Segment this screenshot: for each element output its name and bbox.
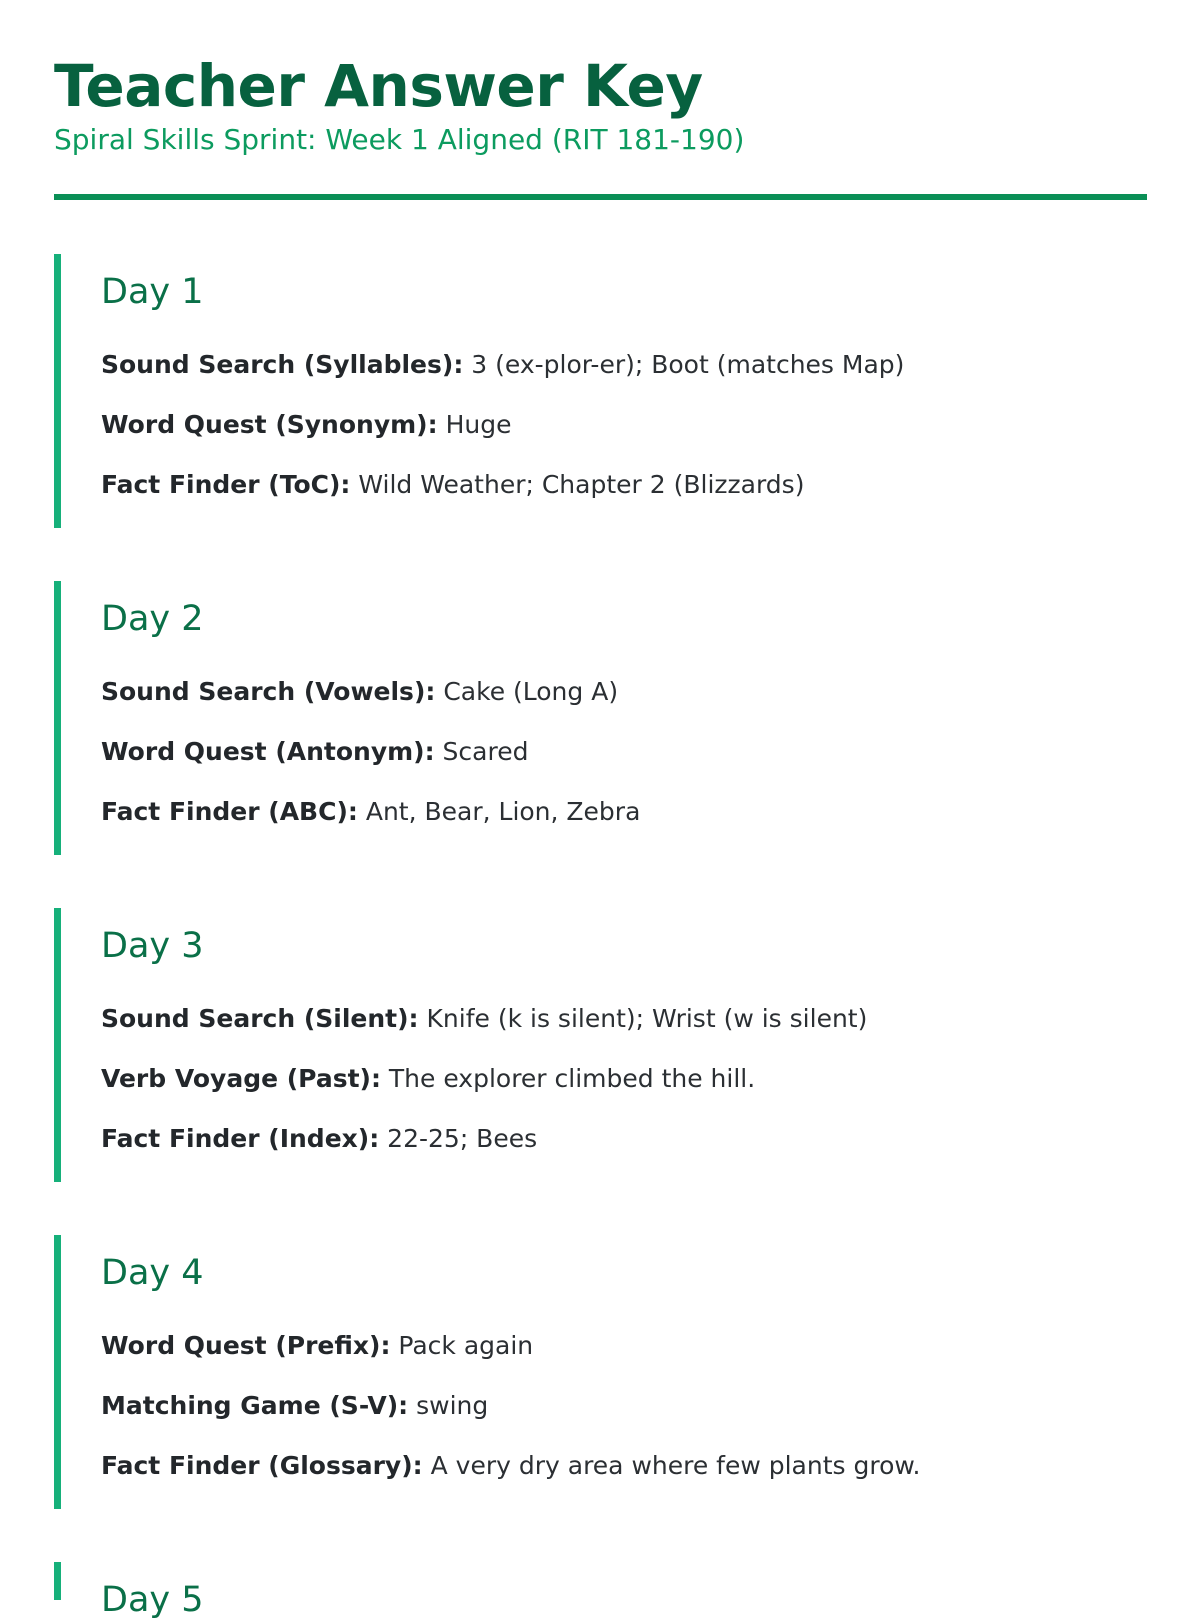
answer-value: Cake (Long A): [443, 677, 619, 706]
day-section-3: [54, 908, 1147, 1182]
page-subtitle: Spiral Skills Sprint: Week 1 Aligned (RIT 181-190): [54, 123, 745, 156]
answer-value: Huge: [445, 410, 512, 439]
answer-item: [101, 470, 804, 499]
answer-label: Word Quest (Synonym):: [101, 410, 438, 439]
answer-label: Fact Finder (ToC):: [101, 470, 351, 499]
day-section-5: [54, 1562, 1147, 1620]
answer-item: [101, 1391, 488, 1420]
answer-label: Fact Finder (ABC):: [101, 797, 358, 826]
answer-item: [101, 1004, 867, 1033]
answer-value: Pack again: [398, 1331, 534, 1360]
day-heading: Day 1: [101, 272, 204, 312]
answer-item: [101, 410, 511, 439]
answer-label: Matching Game (S-V):: [101, 1391, 409, 1420]
answer-value: Wild Weather; Chapter 2 (Blizzards): [358, 470, 805, 499]
answer-label: Sound Search (Syllables):: [101, 350, 464, 379]
answer-item: [101, 677, 618, 706]
answer-value: Scared: [442, 737, 529, 766]
answer-value: 22-25; Bees: [387, 1124, 538, 1153]
day-section-2: [54, 581, 1147, 855]
answer-value: The explorer climbed the hill.: [388, 1064, 756, 1093]
answer-value: 3 (ex-plor-er); Boot (matches Map): [471, 350, 905, 379]
answer-label: Verb Voyage (Past):: [101, 1064, 381, 1093]
answer-item: [101, 350, 904, 379]
day-heading: Day 4: [101, 1253, 204, 1293]
answer-item: [101, 1331, 533, 1360]
answer-label: Word Quest (Prefix):: [101, 1331, 391, 1360]
answer-item: [101, 1064, 755, 1093]
day-heading: Day 2: [101, 599, 204, 639]
title-divider: [54, 194, 1147, 200]
page-title: Teacher Answer Key: [54, 52, 703, 120]
answer-label: Fact Finder (Index):: [101, 1124, 380, 1153]
answer-label: Sound Search (Silent):: [101, 1004, 419, 1033]
answer-value: A very dry area where few plants grow.: [430, 1451, 921, 1480]
answer-item: [101, 1124, 537, 1153]
answer-label: Word Quest (Antonym):: [101, 737, 435, 766]
answer-item: [101, 797, 640, 826]
answer-item: [101, 1451, 921, 1480]
answer-label: Fact Finder (Glossary):: [101, 1451, 423, 1480]
answer-value: Ant, Bear, Lion, Zebra: [365, 797, 641, 826]
day-heading: Day 3: [101, 926, 204, 966]
answer-item: [101, 737, 528, 766]
answer-value: Knife (k is silent); Wrist (w is silent): [426, 1004, 868, 1033]
answer-label: Sound Search (Vowels):: [101, 677, 436, 706]
day-heading: Day 5: [101, 1580, 204, 1620]
day-section-4: [54, 1235, 1147, 1509]
day-section-1: [54, 254, 1147, 528]
answer-value: swing: [416, 1391, 489, 1420]
